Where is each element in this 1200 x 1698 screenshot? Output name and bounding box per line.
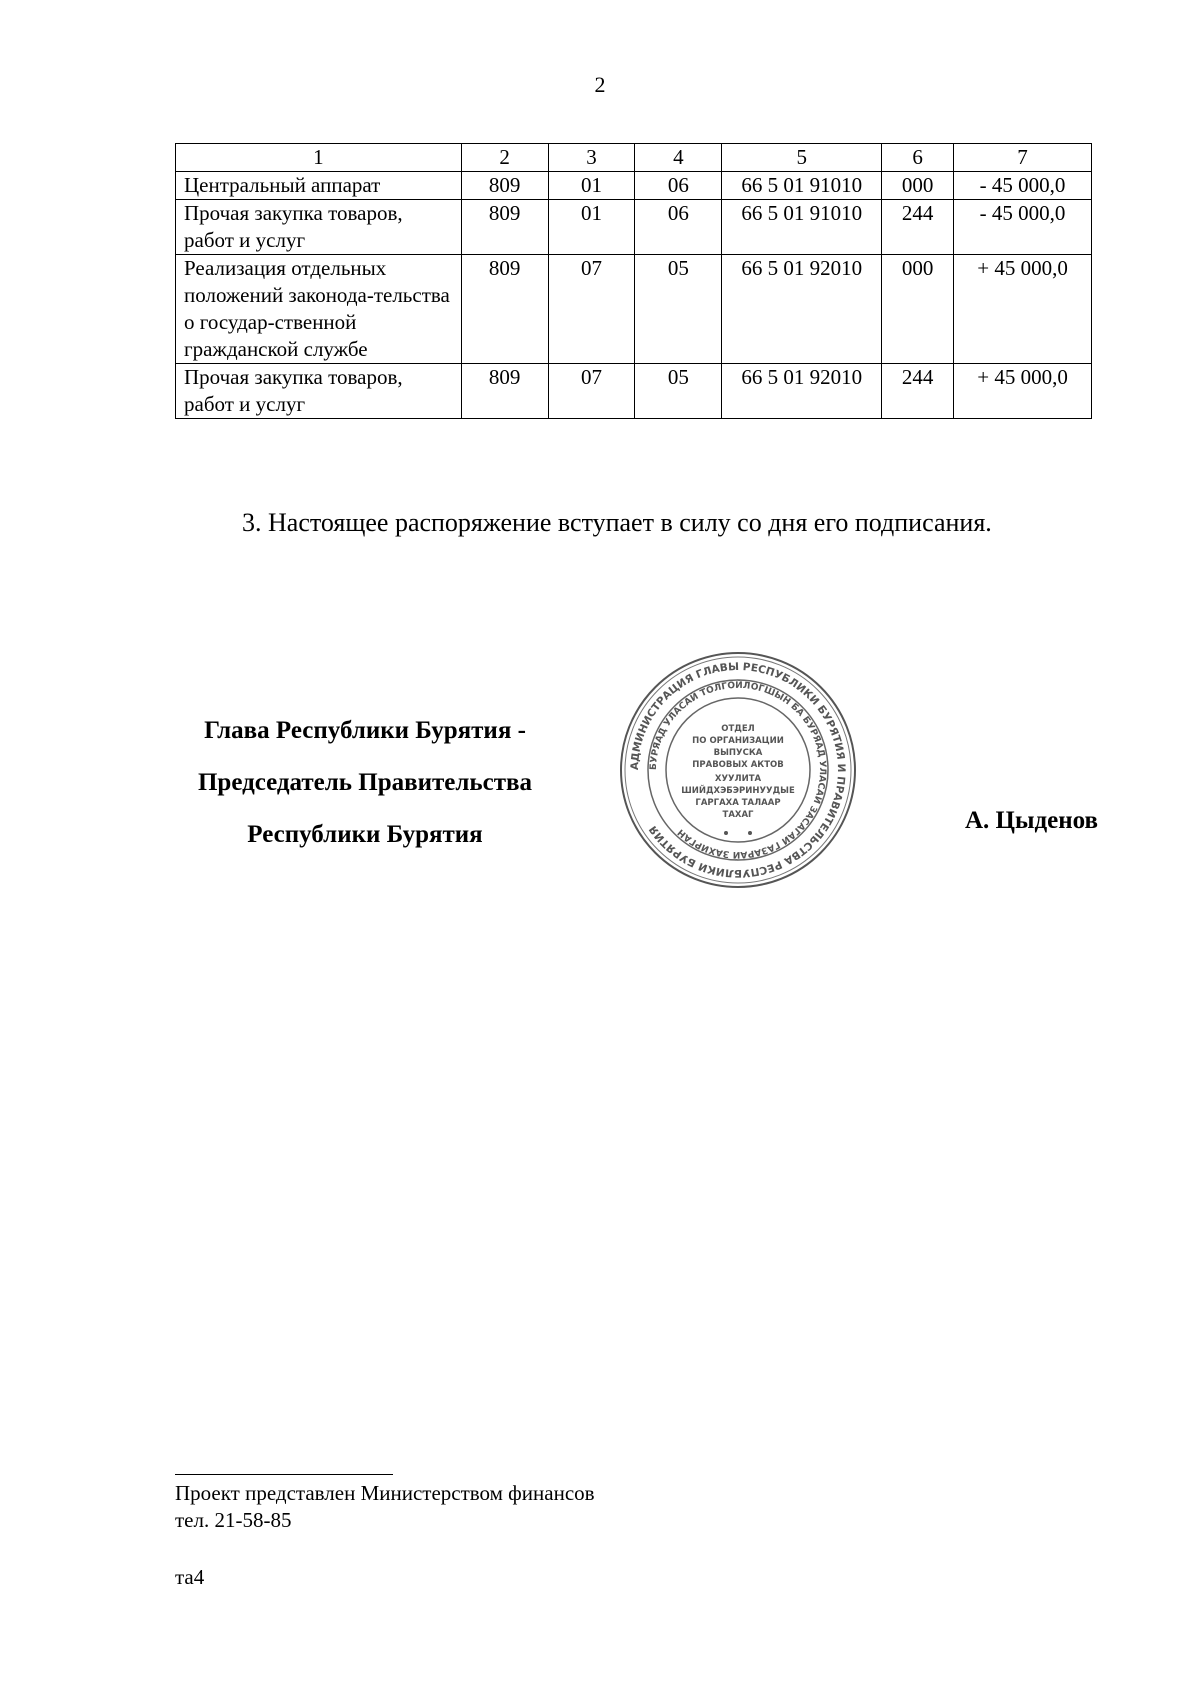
cell-subsection: 06 (635, 200, 722, 255)
footnote-divider (175, 1474, 393, 1475)
cell-expense-type: 244 (882, 364, 954, 419)
cell-section: 01 (548, 172, 635, 200)
column-header: 4 (635, 144, 722, 172)
cell-admin-code: 809 (461, 255, 548, 364)
footnote-phone: тел. 21-58-85 (175, 1508, 292, 1532)
column-header: 1 (176, 144, 462, 172)
seal-center-line: ПРАВОВЫХ АКТОВ (692, 760, 784, 770)
footnote-author: Проект представлен Министерством финансов (175, 1481, 595, 1505)
cell-amount: + 45 000,0 (954, 255, 1092, 364)
seal-center-line: ТАХАГ (722, 810, 754, 820)
cell-amount: - 45 000,0 (954, 200, 1092, 255)
seal-center-line: ХУУЛИТА (714, 774, 762, 784)
cell-admin-code: 809 (461, 200, 548, 255)
signer-title (165, 705, 565, 861)
table-header-row (176, 144, 1092, 172)
table-row (176, 364, 1092, 419)
official-seal (618, 650, 858, 890)
budget-table (175, 143, 1092, 419)
cell-amount: + 45 000,0 (954, 364, 1092, 419)
table-row (176, 255, 1092, 364)
row-name: Прочая закупка товаров, работ и услуг (176, 200, 462, 255)
cell-target-article: 66 5 01 92010 (722, 255, 882, 364)
cell-subsection: 06 (635, 172, 722, 200)
cell-section: 07 (548, 364, 635, 419)
cell-subsection: 05 (635, 364, 722, 419)
table-row (176, 172, 1092, 200)
cell-expense-type: 000 (882, 172, 954, 200)
seal-center-line: ГАРГАХА ТАЛААР (695, 798, 781, 808)
column-header: 2 (461, 144, 548, 172)
svg-text:БУРЯАД УЛАСАЙ ТОЛГОЙЛОГШЫН БА (649, 679, 827, 861)
column-header: 3 (548, 144, 635, 172)
cell-target-article: 66 5 01 92010 (722, 364, 882, 419)
cell-section: 07 (548, 255, 635, 364)
signer-title-line: Председатель Правительства (197, 769, 533, 796)
seal-center-line: ШИЙДХЭБЭРИНУУДЫЕ (681, 786, 795, 796)
signer-name: А. Цыденов (964, 807, 1098, 834)
seal-outer-text: АДМИНИСТРАЦИЯ ГЛАВЫ РЕСПУБЛИКИ БУРЯТИЯ И ПРАВИТЕЛЬСТВА РЕСПУБЛИКИ БУРЯТИЯ (628, 660, 848, 880)
signer-title-line: Республики Бурятия (247, 821, 483, 848)
table-row (176, 200, 1092, 255)
page-number: 2 (594, 72, 606, 97)
effective-date-clause: 3. Настоящее распоряжение вступает в силу со дня его подписания. (242, 508, 992, 537)
cell-admin-code: 809 (461, 172, 548, 200)
row-name: Прочая закупка товаров, работ и услуг (176, 364, 462, 419)
seal-center-line: ПО ОРГАНИЗАЦИИ (692, 736, 784, 746)
cell-admin-code: 809 (461, 364, 548, 419)
document-code: та4 (175, 1565, 205, 1589)
cell-amount: - 45 000,0 (954, 172, 1092, 200)
seal-inner-text: БУРЯАД УЛАСАЙ ТОЛГОЙЛОГШЫН БА БУРЯАД УЛАСАЙ ЗАСАГАЙ ГАЗАРАЙ ЗАХИРГАН (648, 680, 828, 860)
cell-section: 01 (548, 200, 635, 255)
cell-expense-type: 244 (882, 200, 954, 255)
cell-subsection: 05 (635, 255, 722, 364)
column-header: 5 (722, 144, 882, 172)
signer-title-line: Глава Республики Бурятия - (204, 717, 526, 744)
column-header: 7 (954, 144, 1092, 172)
seal-dot-icon (724, 831, 728, 835)
cell-target-article: 66 5 01 91010 (722, 172, 882, 200)
column-header: 6 (882, 144, 954, 172)
cell-expense-type: 000 (882, 255, 954, 364)
seal-dot-icon (748, 831, 752, 835)
row-name: Центральный аппарат (176, 172, 462, 200)
seal-center-line: ОТДЕЛ (721, 724, 755, 734)
seal-center-line: ВЫПУСКА (713, 748, 763, 758)
footnote (175, 1480, 595, 1534)
cell-target-article: 66 5 01 91010 (722, 200, 882, 255)
row-name: Реализация отдельных положений законода-тельства о государ-ственной гражданской службе (176, 255, 462, 364)
